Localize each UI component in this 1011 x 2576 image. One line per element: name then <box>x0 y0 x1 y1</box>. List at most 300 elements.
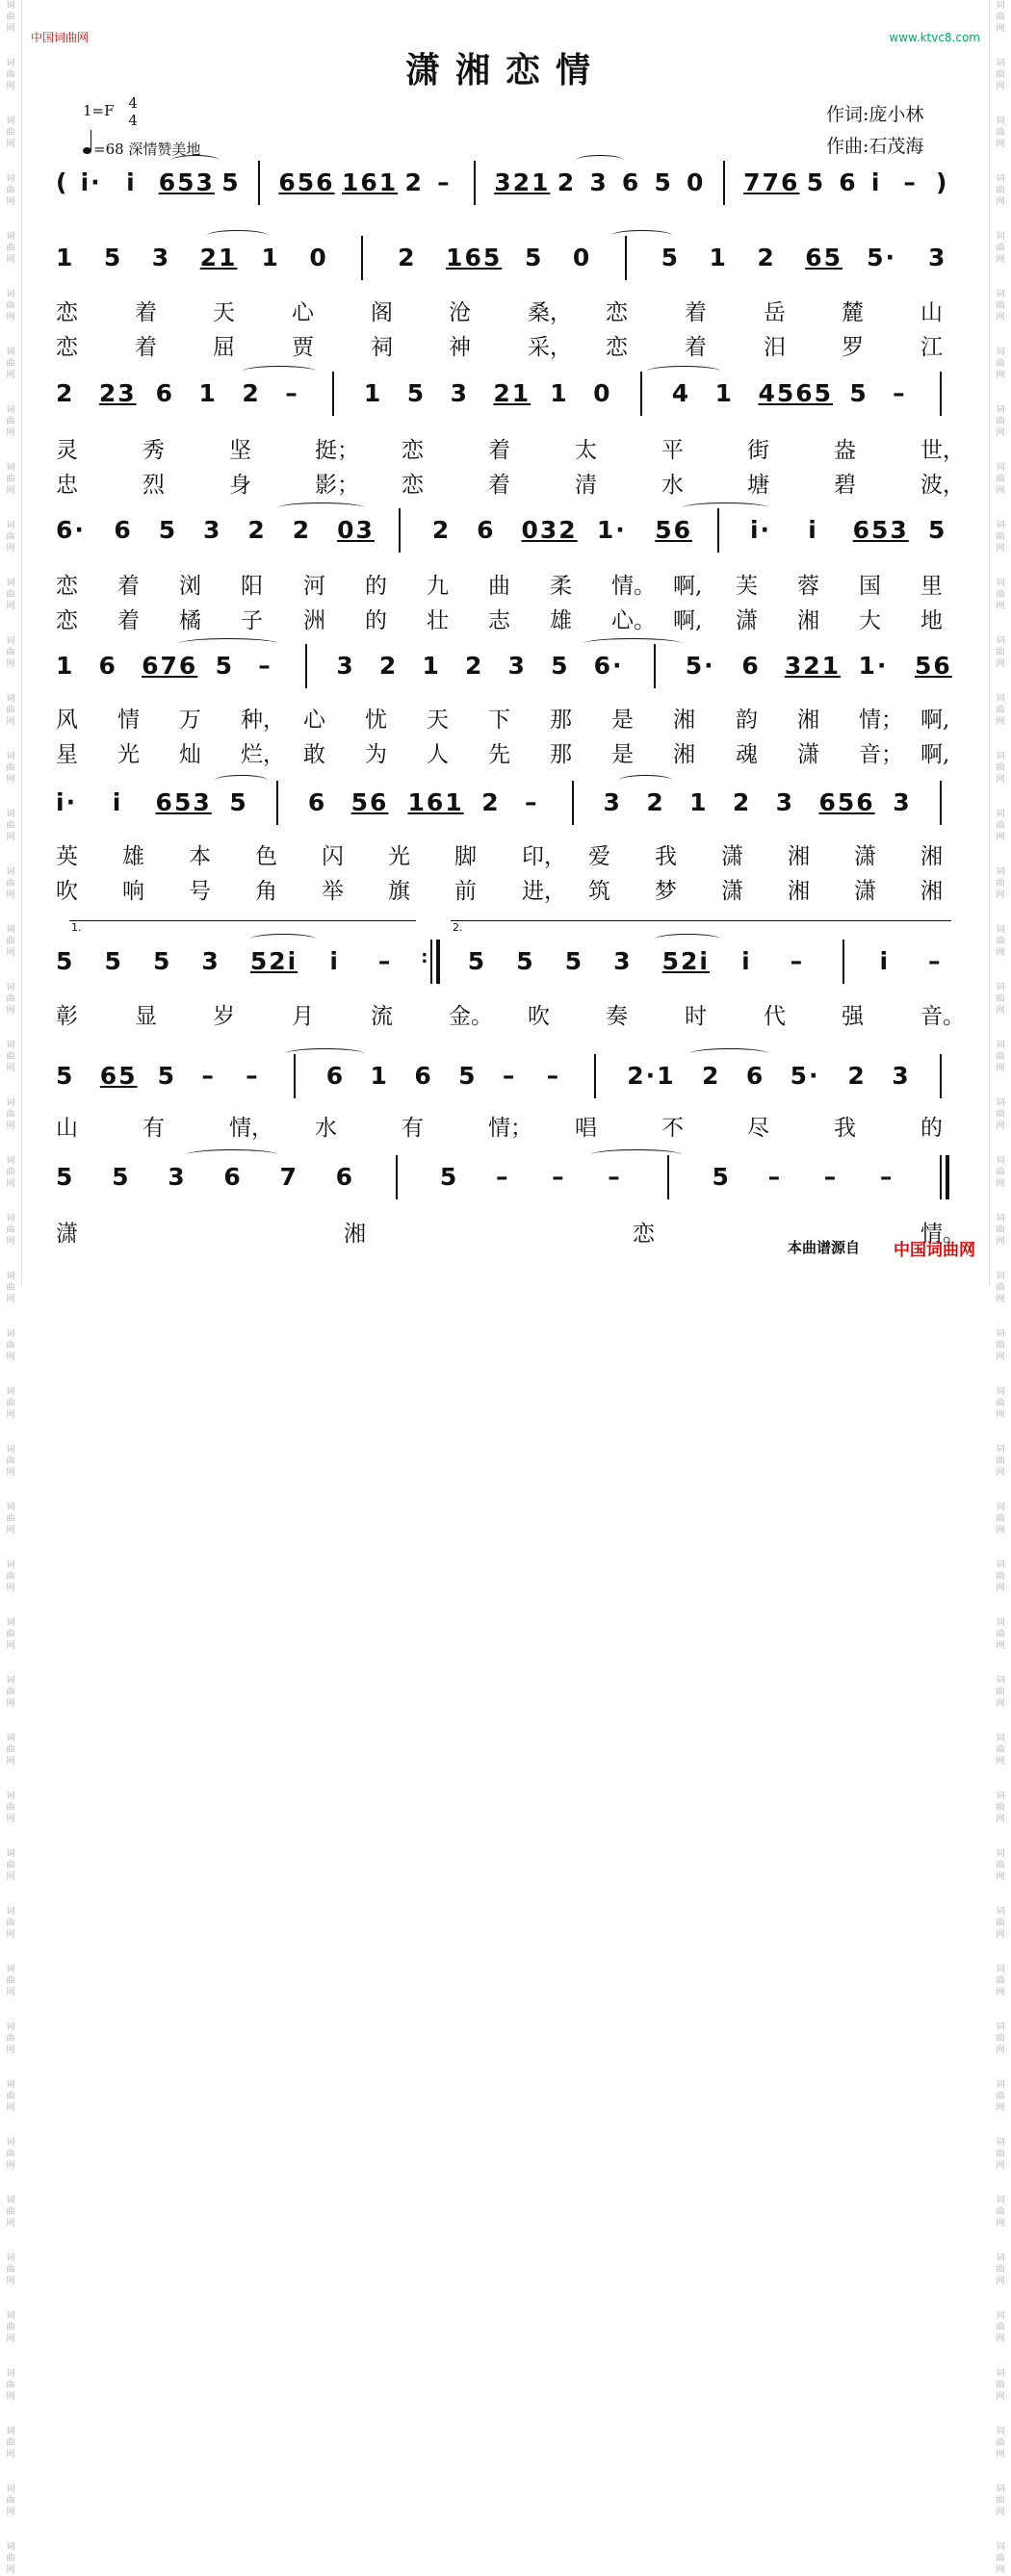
note-token: 3 <box>613 947 633 975</box>
lyric-char: 浏 <box>179 574 201 599</box>
lyric-char: 金。 <box>449 1004 493 1029</box>
barline <box>842 940 844 984</box>
notation-row <box>56 788 961 837</box>
note-token: 5 <box>406 379 427 407</box>
lyric-char: 啊, <box>920 742 950 767</box>
lyric-line <box>56 432 965 463</box>
note-token: – <box>437 168 452 196</box>
barline <box>940 1054 942 1098</box>
note-token: – <box>546 1062 561 1090</box>
note-token: 4 <box>671 379 691 407</box>
barline <box>594 1054 596 1098</box>
note-token: 1 <box>363 379 383 407</box>
note-token: 6 <box>325 1062 346 1090</box>
note-token: 21 <box>199 244 238 271</box>
lyric-char: 屈 <box>213 335 235 360</box>
lyric-char: 的 <box>920 1116 943 1141</box>
note-token: 3 <box>589 168 609 196</box>
note-token: ) <box>936 168 949 196</box>
note-token: 5 <box>56 947 75 975</box>
lyric-char: 前 <box>454 879 477 904</box>
note-token: 23 <box>98 379 137 407</box>
composer-credit: 作曲:石茂海 <box>826 136 924 157</box>
barline <box>332 372 334 416</box>
notation-row <box>56 652 961 700</box>
barline <box>276 781 278 825</box>
watermark-side-left: 词 曲 网 词 曲 网 词 曲 网 词 曲 网 词 曲 网 词 曲 网 词 曲 网 词 曲 网 词 曲 网 词 曲 网 词 曲 网 词 曲 网 词 曲 网 词 曲 网 词 曲 网 词 曲 网 词 曲 网 词 曲 网 词 曲 网 词 曲 网 词 曲 网 词 曲 网 词 曲 网 词 曲 网 词 曲 网 词 曲 网 词 曲 网 词 曲 网 词 曲 网 词 曲 网 词 曲 网 词 曲 网 词 曲 网 词 曲 网 词 曲 网 词 曲 网 词 曲 网 词 曲 网 词 曲 网 词 曲 网 词 曲 网 词 曲 网 词 曲 网 词 曲 网 词 曲 网 <box>0 0 22 1285</box>
lyric-char: 风 <box>56 708 78 733</box>
lyric-line <box>56 603 961 633</box>
note-token: – <box>377 947 393 975</box>
note-token: 321 <box>784 652 842 680</box>
note-token: 2 <box>757 244 776 271</box>
lyric-char: 奏 <box>606 1004 628 1029</box>
note-token: – <box>790 947 805 975</box>
note-token: i· <box>56 788 78 816</box>
lyric-char: 星 <box>56 742 78 767</box>
note-token: 653 <box>158 168 215 196</box>
note-token: 3 <box>775 788 795 816</box>
note-token: 1 <box>56 244 75 271</box>
note-token: 5· <box>790 1062 820 1090</box>
time-bottom: 4 <box>128 112 138 129</box>
note-token: 2 <box>404 168 424 196</box>
note-token: – <box>246 1062 260 1090</box>
barline <box>625 236 627 280</box>
song-title: 潇湘恋情 <box>404 50 606 90</box>
barline <box>305 644 307 688</box>
note-token: 1 <box>709 244 728 271</box>
lyric-char: 闪 <box>322 844 344 869</box>
lyric-char: 吹 <box>528 1004 550 1029</box>
note-token: 2 <box>847 1062 867 1090</box>
note-token: 1 <box>422 652 441 680</box>
lyric-char: 情。 <box>611 574 656 599</box>
watermark-url[interactable]: www.ktvc8.com <box>889 31 980 44</box>
note-token: 52i <box>661 947 710 975</box>
note-token: 03 <box>337 516 375 544</box>
note-token: 2 <box>431 516 452 544</box>
note-token: 5 <box>806 168 826 196</box>
volta-bracket <box>69 920 416 934</box>
slur-mark <box>278 502 364 513</box>
lyric-char: 湘 <box>797 708 819 733</box>
note-token: 2 <box>398 244 417 271</box>
note-token: 5 <box>849 379 868 407</box>
lyric-char: 为 <box>365 742 387 767</box>
note-token: 5 <box>229 788 248 816</box>
note-token: 2 <box>292 516 312 544</box>
note-token: 6 <box>335 1163 355 1191</box>
lyric-char: 水 <box>315 1116 337 1141</box>
note-token: – <box>201 1062 216 1090</box>
note-token: 2 <box>56 379 75 407</box>
note-token: 6 <box>223 1163 243 1191</box>
note-token: 3 <box>892 1062 911 1090</box>
note-token: 6 <box>114 516 133 544</box>
note-token: 5 <box>467 947 487 975</box>
slur-mark <box>243 366 316 376</box>
barline <box>294 1054 296 1098</box>
lyric-char: 的 <box>365 574 387 599</box>
note-token: 1 <box>714 379 735 407</box>
note-token: 6 <box>414 1062 433 1090</box>
lyric-char: 号 <box>189 879 211 904</box>
lyric-char: 情， <box>229 1116 273 1141</box>
lyric-char: 潇 <box>854 879 876 904</box>
note-token: 6· <box>56 516 86 544</box>
note-token: 3 <box>151 244 171 271</box>
note-token: 3 <box>928 244 947 271</box>
note-token: – <box>928 947 943 975</box>
note-token: 5 <box>712 1163 731 1191</box>
lyric-char: 不 <box>661 1116 684 1141</box>
note-token: 6 <box>155 379 175 407</box>
lyric-line <box>56 998 965 1029</box>
lyric-char: 魂 <box>736 742 758 767</box>
slur-mark <box>591 1149 682 1160</box>
note-token: 0 <box>309 244 328 271</box>
note-token: i <box>870 168 882 196</box>
note-token: 2 <box>481 788 501 816</box>
note-token: 5 <box>104 947 123 975</box>
lyric-char: 强 <box>842 1004 864 1029</box>
note-token: 321 <box>494 168 551 196</box>
lyric-char: 大 <box>859 608 881 633</box>
lyric-char: 啊, <box>673 608 703 633</box>
slur-mark <box>207 230 268 241</box>
note-token: 0 <box>687 168 706 196</box>
lyric-char: 恋 <box>56 300 78 325</box>
lyric-char: 先 <box>488 742 510 767</box>
lyric-char: 罗 <box>842 335 864 360</box>
note-token: 656 <box>278 168 335 196</box>
lyric-char: 平 <box>661 438 684 463</box>
lyric-char: 着 <box>117 574 140 599</box>
lyric-char: 吹 <box>56 879 78 904</box>
note-token: 2 <box>378 652 399 680</box>
lyric-char: 有 <box>402 1116 424 1141</box>
note-token: i <box>126 168 137 196</box>
lyric-char: 忠 <box>56 473 78 498</box>
note-token: 5 <box>654 168 673 196</box>
notation-row <box>56 244 961 292</box>
note-token: – <box>502 1062 517 1090</box>
lyric-char: 潇 <box>721 879 743 904</box>
lyric-char: 天 <box>213 300 235 325</box>
lyric-char: 时 <box>685 1004 707 1029</box>
lyric-line <box>56 873 961 904</box>
lyric-char: 情。 <box>920 1222 965 1247</box>
barline <box>361 236 363 280</box>
lyric-char: 尽 <box>747 1116 769 1141</box>
lyric-char: 筑 <box>588 879 610 904</box>
note-token: 5 <box>215 652 235 680</box>
note-token: 165 <box>446 244 503 271</box>
note-token: 3 <box>336 652 355 680</box>
notation-row <box>56 921 961 995</box>
barline <box>940 372 942 416</box>
note-token: – <box>608 1163 622 1191</box>
lyric-char: 着 <box>488 438 510 463</box>
lyric-char: 代 <box>764 1004 786 1029</box>
lyric-char: 光 <box>388 844 410 869</box>
note-token: 5 <box>661 244 680 271</box>
volta-number: 2. <box>453 921 463 934</box>
lyric-char: 着 <box>135 300 157 325</box>
notation-row <box>56 516 961 564</box>
lyric-char: 恋 <box>606 335 628 360</box>
lyric-char: 地 <box>920 608 943 633</box>
volta-bracket <box>451 920 951 934</box>
key-label: 1=F <box>83 102 115 119</box>
lyric-char: 芙 <box>736 574 758 599</box>
lyric-char: 山 <box>56 1116 78 1141</box>
note-token: – <box>552 1163 566 1191</box>
lyric-char: 湘 <box>788 879 810 904</box>
note-token: 3 <box>450 379 469 407</box>
lyric-char: 潇 <box>56 1222 78 1247</box>
lyric-char: 坚 <box>229 438 251 463</box>
lyric-char: 潇 <box>736 608 758 633</box>
slur-mark <box>683 502 768 513</box>
lyric-char: 梦 <box>655 879 677 904</box>
note-token: 3 <box>603 788 622 816</box>
lyric-char: 脚 <box>454 844 477 869</box>
note-token: – <box>893 379 907 407</box>
note-token: 6 <box>98 652 117 680</box>
note-token: 5· <box>867 244 897 271</box>
lyric-char: 采， <box>528 335 572 360</box>
barline <box>396 1155 398 1199</box>
repeat-dots: : <box>421 947 430 967</box>
lyric-char: 塘 <box>747 473 769 498</box>
note-token: i <box>112 788 123 816</box>
lyric-char: 国 <box>859 574 881 599</box>
note-token: 6 <box>839 168 858 196</box>
watermark-site-name[interactable]: 中国词曲网 <box>31 31 90 44</box>
barline <box>723 161 725 205</box>
note-token: 5 <box>551 652 570 680</box>
barline <box>717 508 719 553</box>
lyric-char: 潇 <box>854 844 876 869</box>
note-token: 2 <box>557 168 577 196</box>
lyric-char: 着 <box>117 608 140 633</box>
lyric-char: 烈 <box>143 473 165 498</box>
lyric-line <box>56 568 961 599</box>
lyric-char: 是 <box>611 708 634 733</box>
lyric-char: 心 <box>292 300 314 325</box>
lyric-char: 江 <box>920 335 943 360</box>
lyric-line <box>56 329 961 360</box>
slur-mark <box>576 155 624 166</box>
note-token: 5 <box>152 947 172 975</box>
lyric-char: 情 <box>117 708 140 733</box>
note-token: 56 <box>915 652 952 680</box>
lyric-char: 岳 <box>764 300 786 325</box>
lyric-char: 种， <box>241 708 285 733</box>
note-token: 6 <box>745 1062 765 1090</box>
lyric-char: 祠 <box>371 335 393 360</box>
note-token: 2 <box>242 379 261 407</box>
notation-row <box>56 379 961 427</box>
note-token: 032 <box>521 516 578 544</box>
note-token: 4565 <box>758 379 834 407</box>
lyric-char: 着 <box>135 335 157 360</box>
lyric-char: 阳 <box>241 574 263 599</box>
note-token: 3 <box>168 1163 187 1191</box>
lyric-char: 光 <box>117 742 140 767</box>
lyric-char: 心 <box>303 708 325 733</box>
lyric-char: 湘 <box>920 879 943 904</box>
lyric-char: 湘 <box>344 1222 366 1247</box>
quarter-note-icon <box>83 147 91 154</box>
notation-row <box>56 1163 961 1211</box>
time-top: 4 <box>128 94 138 112</box>
lyric-char: 湘 <box>673 708 695 733</box>
barline <box>258 161 260 205</box>
note-token: 65 <box>99 1062 138 1090</box>
lyric-char: 山 <box>920 300 943 325</box>
note-token: 5 <box>103 244 123 271</box>
note-token: 5 <box>112 1163 131 1191</box>
lyric-char: 彰 <box>56 1004 78 1029</box>
lyric-char: 灿 <box>179 742 201 767</box>
lyric-char: 有 <box>143 1116 165 1141</box>
slur-mark <box>250 934 316 944</box>
note-token: 653 <box>852 516 909 544</box>
note-token: 653 <box>155 788 212 816</box>
lyric-char: 下 <box>488 708 510 733</box>
lyric-char: 角 <box>255 879 277 904</box>
note-token: 3 <box>201 947 220 975</box>
double-barline-thick <box>436 940 440 984</box>
lyric-char: 月 <box>292 1004 314 1029</box>
lyric-char: 阁 <box>371 300 393 325</box>
lyric-char: 流 <box>371 1004 393 1029</box>
note-token: 1 <box>550 379 569 407</box>
lyric-char: 我 <box>655 844 677 869</box>
lyric-char: 街 <box>747 438 769 463</box>
notation-row <box>56 1062 961 1110</box>
note-token: – <box>903 168 918 196</box>
note-token: – <box>258 652 272 680</box>
double-barline <box>940 1155 942 1199</box>
lyric-char: 人 <box>427 742 449 767</box>
note-token: 1 <box>370 1062 389 1090</box>
double-barline-thick <box>946 1155 949 1199</box>
time-signature <box>128 94 138 129</box>
lyric-line <box>56 838 961 869</box>
lyric-char: 着 <box>685 300 707 325</box>
lyric-char: 恋 <box>56 574 78 599</box>
volta-number: 1. <box>71 921 82 934</box>
lyric-char: 旗 <box>388 879 410 904</box>
note-token: 5 <box>458 1062 478 1090</box>
slur-mark <box>611 230 672 241</box>
note-token: – <box>879 1163 894 1191</box>
lyric-char: 碧 <box>834 473 856 498</box>
note-token: 5 <box>56 1163 75 1191</box>
slur-mark <box>286 1048 364 1059</box>
lyric-char: 恋 <box>402 473 424 498</box>
lyric-char: 爱 <box>588 844 610 869</box>
lyric-char: 啊, <box>673 574 703 599</box>
note-token: 5 <box>221 168 241 196</box>
note-token: 6· <box>593 652 624 680</box>
slur-mark <box>179 638 277 649</box>
lyric-char: 恋 <box>606 300 628 325</box>
note-token: 5 <box>928 516 947 544</box>
note-token: 3 <box>893 788 912 816</box>
lyric-char: 岁 <box>213 1004 235 1029</box>
slur-mark <box>187 1149 277 1160</box>
lyric-char: 是 <box>611 742 634 767</box>
slur-mark <box>647 366 720 376</box>
lyric-char: 恋 <box>633 1222 655 1247</box>
lyric-char: 音。 <box>920 1004 965 1029</box>
note-token: 161 <box>341 168 399 196</box>
note-token: 6 <box>307 788 327 816</box>
lyric-char: 盎 <box>834 438 856 463</box>
note-token: 776 <box>743 168 800 196</box>
note-token: 5 <box>56 1062 75 1090</box>
lyric-char: 挺； <box>315 438 359 463</box>
slur-mark <box>619 775 672 786</box>
lyric-line <box>56 295 961 325</box>
lyric-char: 雄 <box>550 608 572 633</box>
note-token: 5 <box>516 947 535 975</box>
lyric-char: 着 <box>685 335 707 360</box>
barline <box>572 781 574 825</box>
note-token: 65 <box>805 244 843 271</box>
note-token: – <box>496 1163 510 1191</box>
note-token: 5 <box>564 947 584 975</box>
lyric-line <box>56 702 961 733</box>
lyric-char: 色 <box>255 844 277 869</box>
lyric-char: 河 <box>303 574 325 599</box>
note-token: 5 <box>439 1163 459 1191</box>
barline <box>640 372 642 416</box>
lyric-char: 潇 <box>797 742 819 767</box>
note-token: i <box>808 516 818 544</box>
note-token: 5 <box>524 244 544 271</box>
tempo-text: =68 深情赞美地 <box>93 141 201 158</box>
notation-row <box>56 168 961 217</box>
lyric-char: 影； <box>315 473 359 498</box>
lyric-char: 九 <box>427 574 449 599</box>
lyric-char: 湘 <box>673 742 695 767</box>
note-token: 656 <box>818 788 875 816</box>
barline <box>667 1155 669 1199</box>
note-token: i <box>879 947 891 975</box>
note-token: ( <box>56 168 69 196</box>
note-token: i <box>741 947 752 975</box>
note-token: – <box>285 379 299 407</box>
footer-site[interactable]: 中国词曲网 <box>894 1241 975 1260</box>
lyric-char: 蓉 <box>797 574 819 599</box>
note-token: 7 <box>279 1163 298 1191</box>
watermark-side-right: 词 曲 网 词 曲 网 词 曲 网 词 曲 网 词 曲 网 词 曲 网 词 曲 网 词 曲 网 词 曲 网 词 曲 网 词 曲 网 词 曲 网 词 曲 网 词 曲 网 词 曲 网 词 曲 网 词 曲 网 词 曲 网 词 曲 网 词 曲 网 词 曲 网 词 曲 网 词 曲 网 词 曲 网 词 曲 网 词 曲 网 词 曲 网 词 曲 网 词 曲 网 词 曲 网 词 曲 网 词 曲 网 词 曲 网 词 曲 网 词 曲 网 词 曲 网 词 曲 网 词 曲 网 词 曲 网 词 曲 网 词 曲 网 词 曲 网 词 曲 网 词 曲 网 词 曲 网 <box>989 0 1011 1285</box>
note-token: 6 <box>621 168 641 196</box>
barline <box>940 781 942 825</box>
lyric-char: 我 <box>834 1116 856 1141</box>
note-token: i <box>329 947 340 975</box>
note-token: 3 <box>507 652 527 680</box>
double-barline <box>430 940 432 984</box>
lyric-char: 的 <box>365 608 387 633</box>
footer-source: 本曲谱源自 <box>788 1239 861 1256</box>
